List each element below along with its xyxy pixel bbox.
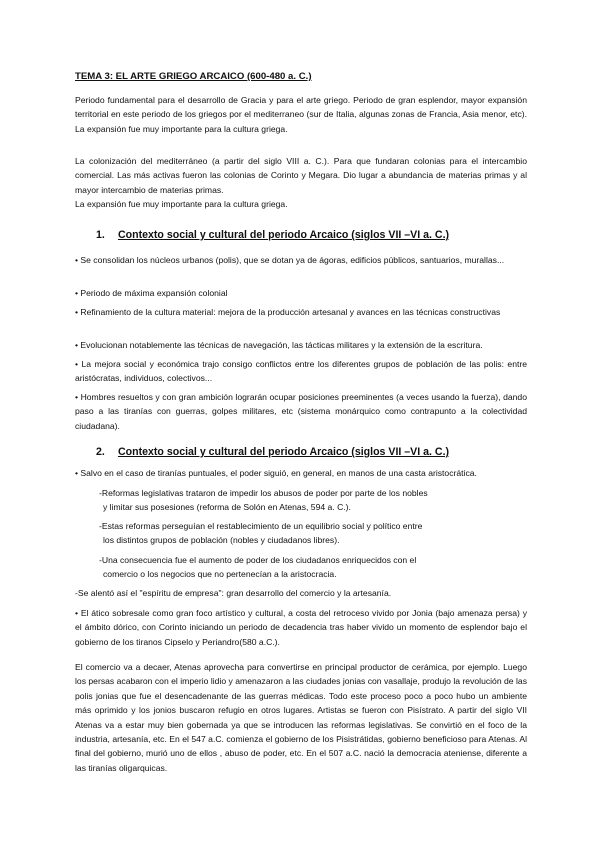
- section-2-heading: [96, 446, 449, 458]
- page-title: TEMA 3: EL ARTE GRIEGO ARCAICO (600-480 a. C.): [75, 71, 312, 82]
- section-1-title: Contexto social y cultural del periodo Arcaico (siglos VII –VI a. C.): [118, 229, 450, 241]
- expansion-paragraph: La expansión fue muy importante para la cultura griega.: [75, 199, 288, 209]
- espiritu-paragraph: -Se alentó así el "espíritu de empresa": gran desarrollo del comercio y la artesanía.: [75, 588, 392, 598]
- reform-item-line: comercio o los negocios que no pertenecían a la aristocracia.: [103, 569, 337, 579]
- section-1-bullet: • Evolucionan notablemente las técnicas de navegación, las tácticas militares y la extensión de la escritura.: [75, 340, 483, 350]
- reform-item-line: -Reformas legislativas trataron de impedir los abusos de poder por parte de los nobles: [99, 488, 428, 498]
- section-1-bullet: • La mejora social y económica trajo consigo conflictos entre los diferentes grupos de población de las polis: entre aristócratas, individuos, colectivos...: [75, 359, 527, 384]
- section-1-number: 1.: [96, 229, 105, 241]
- section-1-heading: [96, 229, 449, 241]
- section-2-title: Contexto social y cultural del periodo Arcaico (siglos VII –VI a. C.): [118, 446, 450, 458]
- section-1-bullet: • Se consolidan los núcleos urbanos (polis), que se dotan ya de ágoras, edificios públicos, santuarios, murallas...: [75, 255, 505, 265]
- section-1-bullet: • Hombres resueltos y con gran ambición lograrán ocupar posiciones preeminentes (a veces usando la fuerza), dando paso a las tiranías con guerras, golpes militares, etc (sistema monárquico como contrapunto a la colectividad ciudadana).: [75, 392, 527, 431]
- section-1-bullet: • Periodo de máxima expansión colonial: [75, 288, 228, 298]
- atico-paragraph: • El ático sobresale como gran foco artístico y cultural, a costa del retroceso vivido por Jonia (bajo amenaza persa) y el ámbito dórico, con Corinto iniciando un periodo de decadencia tras haber vivido un momento de esplendor bajo el gobierno de los tiranos Cipselo y Periandro(580 a.C.).: [75, 608, 527, 647]
- section-2-number: 2.: [96, 446, 105, 458]
- reform-item-line: -Una consecuencia fue el aumento de poder de los ciudadanos enriquecidos con el: [99, 555, 417, 565]
- section-1-bullet: • Refinamiento de la cultura material: mejora de la producción artesanal y avances en las técnicas constructivas: [75, 307, 501, 317]
- comercio-paragraph: El comercio va a decaer, Atenas aprovecha para convertirse en principal productor de cerámica, por ejemplo. Luego los persas acabaron con el imperio lidio y amenazaron a las ciudades jonias con vasallaje, produjo la revolución de las polis jonias que fue el desencadenante de las guerras médicas. Todo este proceso poco a poco hubo un ambiente más oprimido y los jonios buscaron refugio en otros lugares. Artistas se fueron con Pisístrato. A partir del siglo VII Atenas va a estar muy bien gobernada ya que se introducen las reformas legislativas. Se convirtió en el foco de la industria, artesanía, etc. En el 547 a.C. comienza el gobierno de los Pisistrátidas, gobierno beneficioso para Atenas. Al final del gobierno, murió uno de ellos , abuso de poder, etc. En el 507 a.C. nació la democracia ateniense, diferente a las tiranías oligarquicas.: [75, 662, 527, 773]
- intro-paragraph: Periodo fundamental para el desarrollo de Gracia y para el arte griego. Periodo de gran esplendor, mayor expansión territorial en este periodo de los griegos por el mediterraneo (sur de Italia, algunas zonas de Francia, Asia menor, etc). La expansión fue muy importante para la cultura griega.: [75, 95, 527, 134]
- reform-item-line: y limitar sus posesiones (reforma de Solón en Atenas, 594 a. C.).: [103, 502, 351, 512]
- reform-item-line: -Estas reformas perseguían el restablecimiento de un equilibrio social y político entre: [99, 521, 423, 531]
- colonizacion-paragraph: La colonización del mediterráneo (a partir del siglo VIII a. C.). Para que fundaran colonias para el intercambio comercial. Las más activas fueron las colonias de Corinto y Megara. Dio lugar a abundancia de materias primas y al mayor intercambio de materias primas.: [75, 156, 527, 195]
- section-2-lead: • Salvo en el caso de tiranías puntuales, el poder siguió, en general, en manos de una casta aristocrática.: [75, 468, 477, 478]
- reform-item-line: los distintos grupos de población (nobles y ciudadanos libres).: [103, 535, 340, 545]
